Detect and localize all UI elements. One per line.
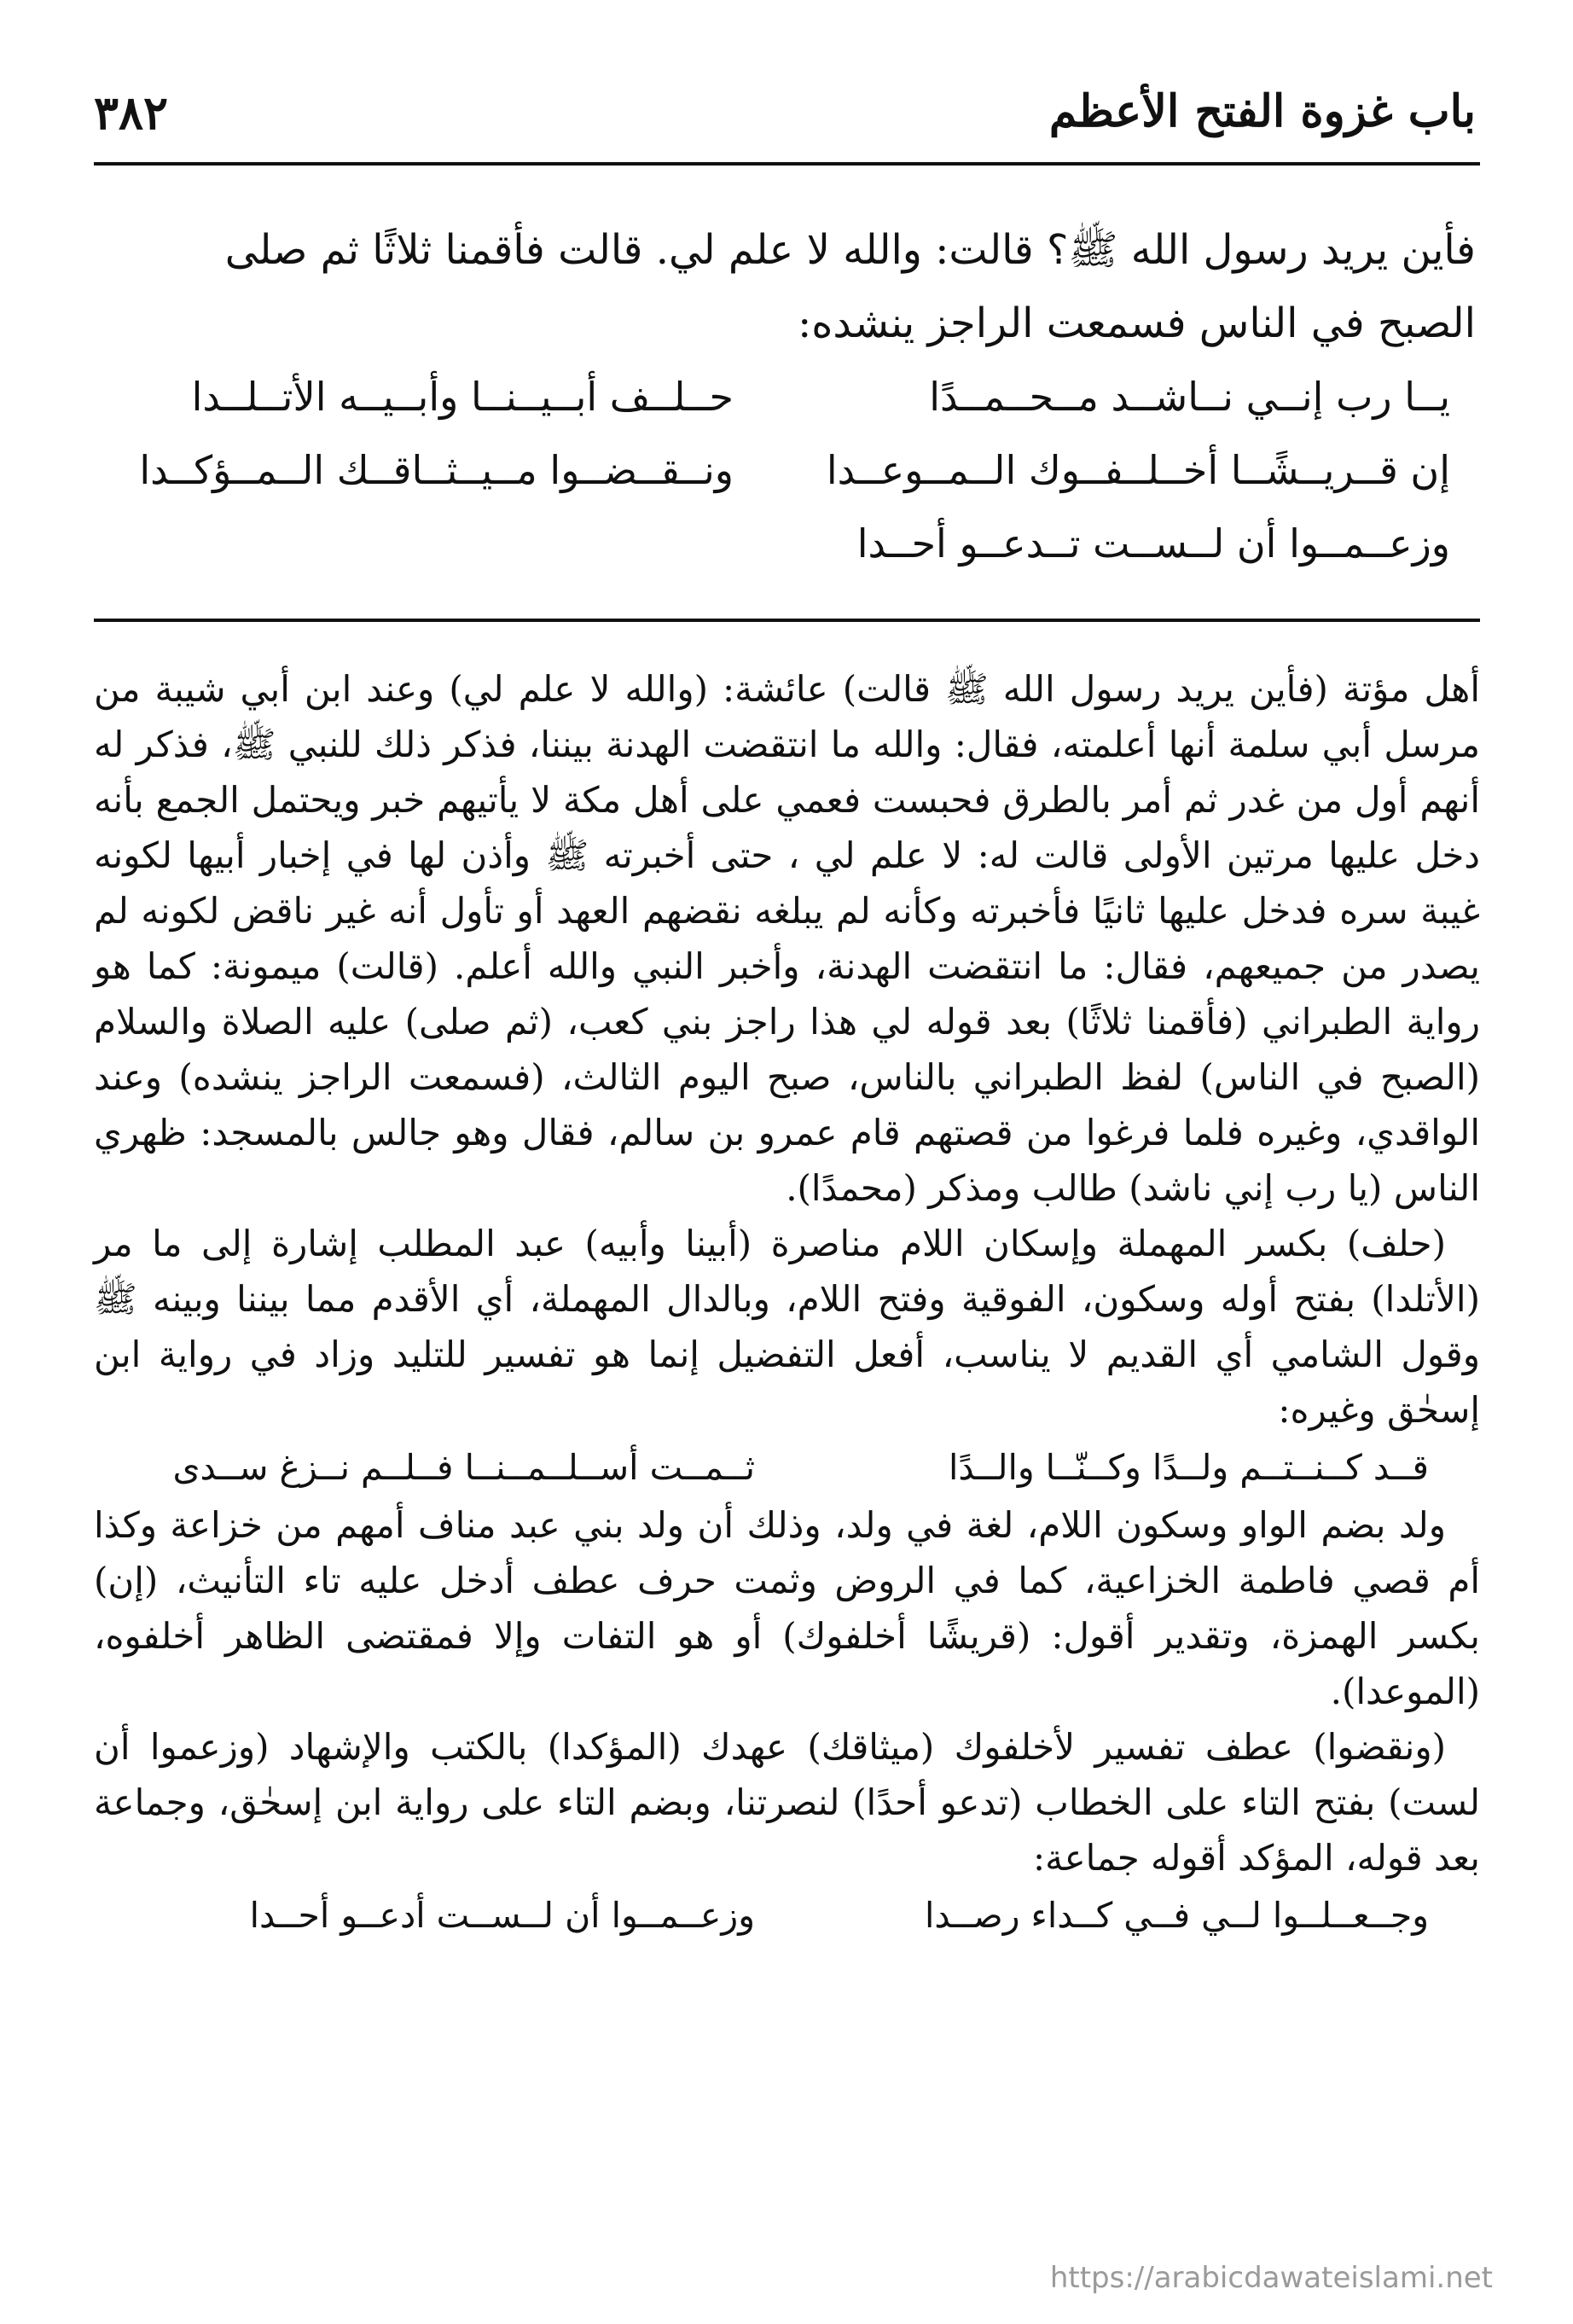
page-number: ٣٨٢: [94, 85, 169, 140]
commentary-verse-1: [94, 1438, 1480, 1497]
verse-hemistich: قــد كــنــتــم ولــدًا وكــنّــا والــدًا: [949, 1447, 1429, 1488]
verse-hemistich: وجــعــلــوا لــي فــي كــداء رصــدا: [924, 1895, 1429, 1936]
commentary-paragraph-2: (حلف) بكسر المهملة وإسكان اللام مناصرة (أبينا وأبيه) عبد المطلب إشارة إلى ما مر (الأتلدا) بفتح أوله وسكون، الفوقية وفتح اللام، وبالدال المهملة، أي الأقدم مما بيننا وبينه ﷺ وقول الشامي أي القديم لا يناسب، أفعل التفضيل إنما هو تفسير للتليد وزاد في رواية ابن إسحٰق وغيره:: [94, 1223, 1480, 1431]
commentary-text: [94, 661, 1480, 1945]
main-line-1: فأين يريد رسول الله ﷺ؟ قالت: والله لا علم لي. قالت فأقمنا ثلاثًا ثم صلى: [224, 226, 1476, 274]
chapter-title: باب غزوة الفتح الأعظم: [1048, 85, 1476, 137]
header-divider: [94, 162, 1480, 166]
verse-hemistich: ونــقــضــوا مــيــثــاقــك الــمــؤكــدا: [139, 447, 734, 493]
page-header: [94, 85, 1476, 154]
commentary-paragraph-1: أهل مؤتة (فأين يريد رسول الله ﷺ قالت) عائشة: (والله لا علم لي) وعند ابن أبي شيبة من مرسل أبي سلمة أنها أعلمته، فقال: والله ما انتقضت الهدنة بيننا، فذكر ذلك للنبي ﷺ، فذكر له أنهم أول من غدر ثم أمر بالطرق فحبست فعمي على أهل مكة لا يأتيهم خبر ويحتمل الجمع بأنه دخل عليها مرتين الأولى قالت له: لا علم لي ، حتى أخبرته ﷺ وأذن لها في إخبار أبيها لكونه غيبة سره فدخل عليها ثانيًا فأخبرته وكأنه لم يبلغه نقضهم العهد أو تأول أنه غير ناقض لكونه لم يصدر من جميعهم، فقال: ما انتقضت الهدنة، وأخبر النبي والله أعلم. (قالت) ميمونة: كما هو رواية الطبراني (فأقمنا ثلاثًا) بعد قوله لي هذا راجز بني كعب، (ثم صلى) عليه الصلاة والسلام (الصبح في الناس) لفظ الطبراني بالناس، صبح اليوم الثالث، (فسمعت الراجز ينشده) وعند الواقدي، وغيره فلما فرغوا من قصتهم قام عمرو بن سالم، فقال وهو جالس بالمسجد: ظهري الناس (يا رب إني ناشد) طالب ومذكر (محمدًا).: [94, 668, 1480, 1209]
verse-hemistich: وزعــمــوا أن لــســت تــدعــو أحــدا: [856, 520, 1450, 566]
verse-hemistich: ثــمــت أســلــمــنــا فــلــم نــزغ ســدى: [172, 1447, 755, 1488]
verse-hemistich: يــا رب إنــي نــاشــد مــحــمــدًا: [929, 374, 1450, 420]
commentary-divider: [94, 619, 1480, 622]
commentary-verse-2: [94, 1885, 1480, 1945]
verse-row-2: [94, 433, 1476, 507]
verse-hemistich: وزعــمــوا أن لــســت أدعــو أحــدا: [249, 1895, 755, 1936]
watermark-url: https://arabicdawateislami.net: [1049, 2261, 1493, 2295]
verse-hemistich: إن قــريــشًــا أخــلــفــوك الــمــوعــدا: [826, 447, 1450, 493]
verse-hemistich: [136, 507, 734, 580]
main-text: [94, 213, 1476, 580]
verse-row-3: [94, 507, 1476, 580]
commentary-paragraph-4: (ونقضوا) عطف تفسير لأخلفوك (ميثاقك) عهدك (المؤكدا) بالكتب والإشهاد (وزعموا أن لست) بفتح التاء على الخطاب (تدعو أحدًا) لنصرتنا، وبضم التاء على رواية ابن إسحٰق، وجماعة بعد قوله، المؤكد أقوله جماعة:: [94, 1726, 1480, 1879]
verse-row-1: [94, 360, 1476, 433]
commentary-paragraph-3: ولد بضم الواو وسكون اللام، لغة في ولد، وذلك أن ولد بني عبد مناف أمهم من خزاعة وكذا أم قصي فاطمة الخزاعية، كما في الروض وثمت حرف عطف أدخل عليه تاء التأنيث، (إن) بكسر الهمزة، وتقدير أقول: (قريشًا أخلفوك) أو هو التفات وإلا فمقتضى الظاهر أخلفوه، (الموعدا).: [94, 1504, 1480, 1712]
verse-hemistich: حــلــف أبــيــنــا وأبــيــه الأتــلــدا: [191, 374, 734, 420]
main-line-2: الصبح في الناس فسمعت الراجز ينشده:: [798, 299, 1476, 347]
